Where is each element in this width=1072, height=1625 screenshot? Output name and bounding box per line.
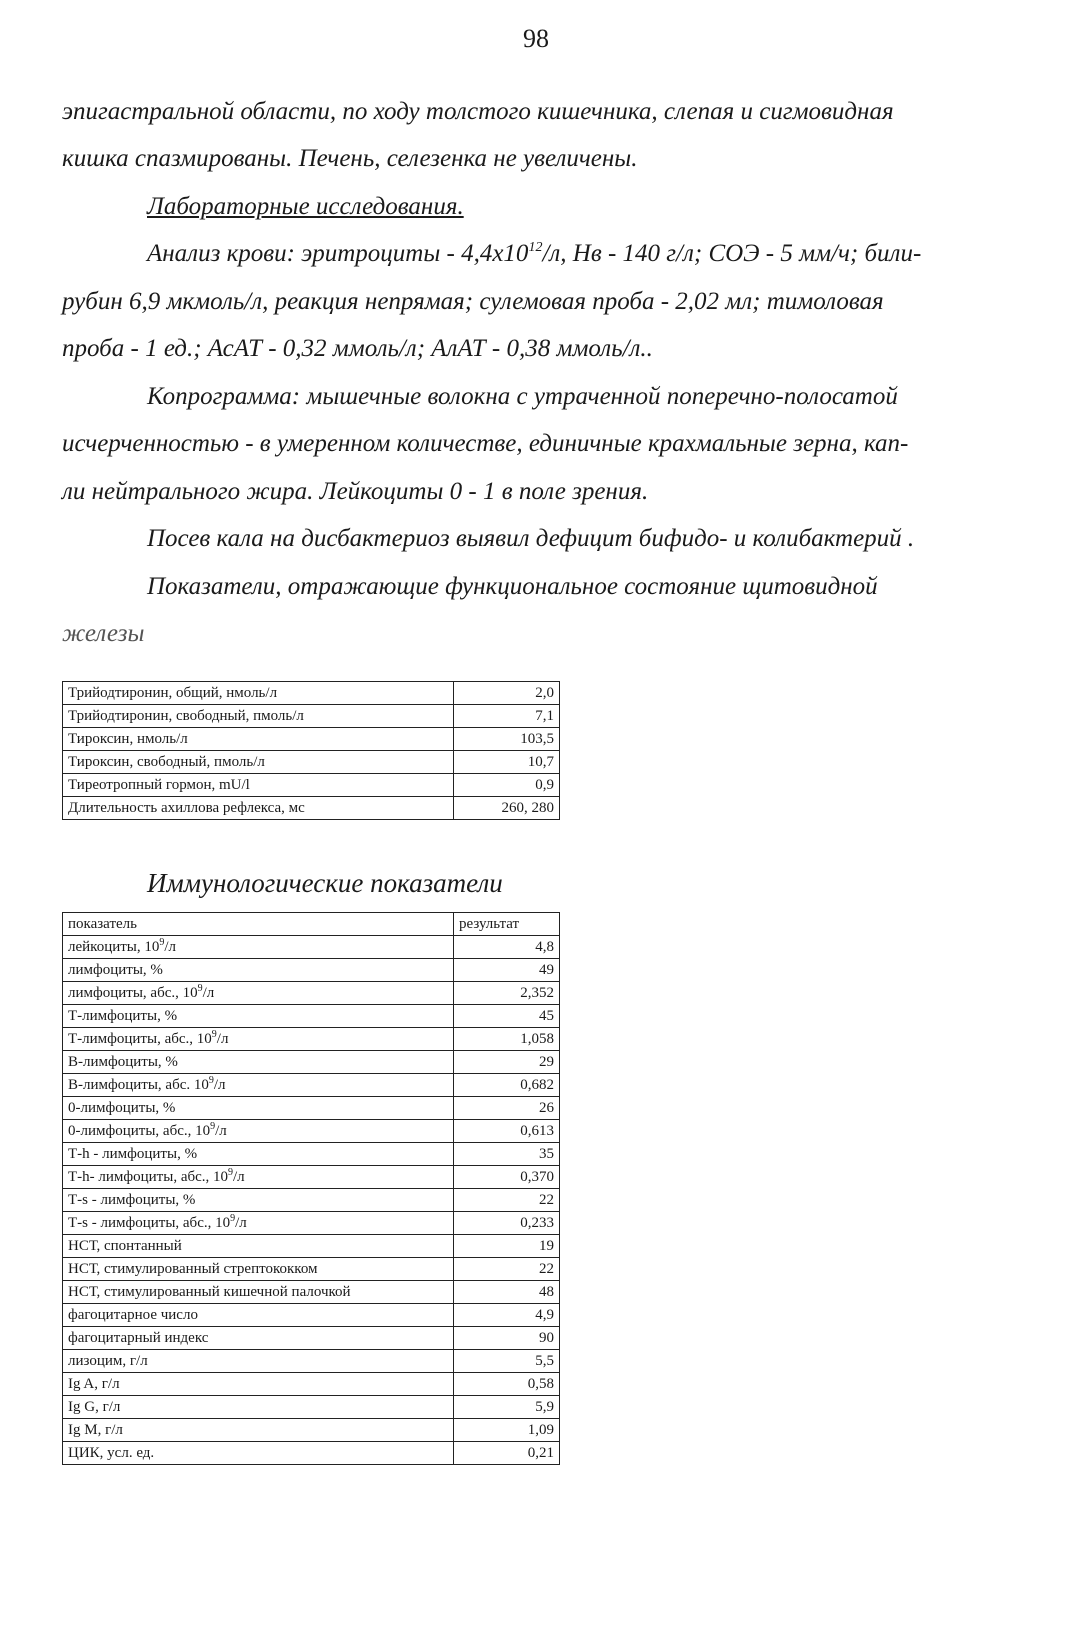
table-row: [63, 705, 560, 728]
row-label-text: Т-лимфоциты, абс., 10: [68, 1031, 212, 1047]
row-label-text: НСТ, спонтанный: [68, 1238, 182, 1254]
header-cell-name: показатель: [63, 913, 454, 936]
row-value: 0,233: [454, 1212, 560, 1235]
table-row: [63, 1350, 560, 1373]
row-label: [63, 1442, 454, 1465]
row-label: Трийодтиронин, свободный, пмоль/л: [63, 705, 454, 728]
exponent: 9: [210, 1121, 216, 1132]
row-label: [63, 1212, 454, 1235]
row-label: [63, 1396, 454, 1419]
row-label-text: фагоцитарный индекс: [68, 1330, 209, 1346]
row-label: Длительность ахиллова рефлекса, мс: [63, 797, 454, 820]
row-value: 0,613: [454, 1120, 560, 1143]
thyroid-table: [62, 681, 560, 820]
table-row: [63, 774, 560, 797]
exponent: 9: [211, 1029, 217, 1040]
culture-line: Посев кала на дисбактериоз выявил дефицит бифидо- и колибактерий .: [147, 525, 915, 552]
table-row: [63, 1005, 560, 1028]
row-label: [63, 1373, 454, 1396]
row-label-text: 0-лимфоциты, %: [68, 1100, 176, 1116]
row-label-text: Т-h- лимфоциты, абс., 10: [68, 1169, 229, 1185]
row-value: 90: [454, 1327, 560, 1350]
table-row: [63, 1143, 560, 1166]
paragraph-line: эпигастральной области, по ходу толстого кишечника, слепая и сигмовидная: [62, 98, 894, 125]
row-value: 260, 280: [454, 797, 560, 820]
row-label: [63, 1166, 454, 1189]
coprogram-line: ли нейтрального жира. Лейкоциты 0 - 1 в поле зрения.: [62, 478, 649, 505]
table-row: [63, 1166, 560, 1189]
header-cell-value: результат: [454, 913, 560, 936]
table-row: [63, 797, 560, 820]
page-number: 98: [523, 24, 549, 53]
row-value: 5,5: [454, 1350, 560, 1373]
table-row: [63, 1373, 560, 1396]
row-label: [63, 1327, 454, 1350]
row-value: 26: [454, 1097, 560, 1120]
table-row: [63, 1051, 560, 1074]
row-label: [63, 1281, 454, 1304]
row-value: 0,58: [454, 1373, 560, 1396]
row-label: [63, 1005, 454, 1028]
table-row: [63, 1028, 560, 1051]
table-row: [63, 1396, 560, 1419]
row-label-text: Ig G, г/л: [68, 1399, 121, 1415]
row-label: [63, 1028, 454, 1051]
table-row: [63, 1074, 560, 1097]
table-row: [63, 1212, 560, 1235]
table-row: [63, 1120, 560, 1143]
exponent: 9: [159, 937, 165, 948]
table-row: [63, 1281, 560, 1304]
row-value: 0,370: [454, 1166, 560, 1189]
row-value: 1,09: [454, 1419, 560, 1442]
row-label: Тироксин, свободный, пмоль/л: [63, 751, 454, 774]
row-label-text: лимфоциты, абс., 10: [68, 985, 198, 1001]
row-label-text: Т-лимфоциты, %: [68, 1008, 178, 1024]
exponent: 9: [197, 983, 203, 994]
thyroid-intro-line: железы: [62, 620, 145, 647]
row-value: 29: [454, 1051, 560, 1074]
row-value: 19: [454, 1235, 560, 1258]
thyroid-intro-line: Показатели, отражающие функциональное состояние щитовидной: [147, 573, 878, 600]
table-row: [63, 1419, 560, 1442]
row-label: [63, 936, 454, 959]
table-row: [63, 1189, 560, 1212]
row-value: 0,682: [454, 1074, 560, 1097]
table-row: [63, 682, 560, 705]
table-header-row: [63, 913, 560, 936]
row-label: [63, 1074, 454, 1097]
row-label-unit: /л: [216, 1031, 229, 1047]
table-row: [63, 1258, 560, 1281]
row-label: [63, 1189, 454, 1212]
row-value: 1,058: [454, 1028, 560, 1051]
row-label-text: В-лимфоциты, %: [68, 1054, 178, 1070]
row-label: [63, 1419, 454, 1442]
table-row: [63, 959, 560, 982]
table-row: [63, 1097, 560, 1120]
exponent: 9: [208, 1075, 214, 1086]
row-value: 48: [454, 1281, 560, 1304]
table-row: [63, 1327, 560, 1350]
exponent: 12: [528, 240, 543, 255]
row-label-unit: /л: [202, 985, 215, 1001]
coprogram-line: исчерченностью - в умеренном количестве, единичные крахмальные зерна, кап-: [62, 430, 909, 457]
row-label-text: Т-s - лимфоциты, %: [68, 1192, 196, 1208]
table-row: [63, 1442, 560, 1465]
coprogram-line: Копрограмма: мышечные волокна с утраченной поперечно-полосатой: [147, 383, 898, 410]
row-label-unit: /л: [213, 1077, 226, 1093]
row-label-unit: /л: [215, 1123, 227, 1139]
row-label-text: лимфоциты, %: [68, 962, 163, 978]
row-value: 2,0: [454, 682, 560, 705]
row-label: [63, 1350, 454, 1373]
row-value: 103,5: [454, 728, 560, 751]
blood-text: Анализ крови: эритроциты - 4,4х10: [147, 240, 529, 267]
row-label: [63, 1120, 454, 1143]
row-value: 22: [454, 1189, 560, 1212]
row-label-text: Ig A, г/л: [68, 1376, 120, 1392]
row-value: 7,1: [454, 705, 560, 728]
row-label-unit: /л: [164, 939, 177, 955]
row-label: [63, 982, 454, 1005]
row-label: [63, 1258, 454, 1281]
row-value: 4,8: [454, 936, 560, 959]
row-value: 2,352: [454, 982, 560, 1005]
row-label-text: лизоцим, г/л: [68, 1353, 148, 1369]
row-label: Тироксин, нмоль/л: [63, 728, 454, 751]
exponent: 9: [230, 1213, 236, 1224]
table-row: [63, 751, 560, 774]
immuno-table: [62, 912, 560, 1465]
row-label-text: 0-лимфоциты, абс., 10: [68, 1123, 211, 1139]
row-label-text: Ig M, г/л: [68, 1422, 123, 1438]
row-label: [63, 1143, 454, 1166]
row-value: 0,9: [454, 774, 560, 797]
row-label-text: Т-h - лимфоциты, %: [68, 1146, 198, 1162]
row-value: 45: [454, 1005, 560, 1028]
row-value: 10,7: [454, 751, 560, 774]
row-label: [63, 959, 454, 982]
row-value: 22: [454, 1258, 560, 1281]
row-label-text: НСТ, стимулированный кишечной палочкой: [68, 1284, 351, 1300]
row-label: [63, 1097, 454, 1120]
blood-analysis-line: проба - 1 ед.; АсАТ - 0,32 ммоль/л; АлАТ - 0,38 ммоль/л..: [62, 335, 653, 362]
row-label: Тиреотропный гормон, mU/l: [63, 774, 454, 797]
table-row: [63, 982, 560, 1005]
row-label-text: В-лимфоциты, абс. 10: [68, 1077, 209, 1093]
row-label: [63, 1304, 454, 1327]
row-label-unit: /л: [235, 1215, 247, 1231]
blood-text: /л, Нв - 140 г/л; СОЭ - 5 мм/ч; били-: [542, 240, 922, 267]
row-label-text: фагоцитарное число: [68, 1307, 198, 1323]
paragraph-line: кишка спазмированы. Печень, селезенка не увеличены.: [62, 145, 638, 172]
row-value: 4,9: [454, 1304, 560, 1327]
row-label: Трийодтиронин, общий, нмоль/л: [63, 682, 454, 705]
row-value: 5,9: [454, 1396, 560, 1419]
table-row: [63, 728, 560, 751]
row-label: [63, 1051, 454, 1074]
blood-analysis-line: рубин 6,9 мкмоль/л, реакция непрямая; сулемовая проба - 2,02 мл; тимоловая: [62, 288, 884, 315]
row-label-text: лейкоциты, 10: [68, 939, 160, 955]
row-label-unit: /л: [233, 1169, 245, 1185]
row-value: 49: [454, 959, 560, 982]
table-row: [63, 1235, 560, 1258]
immuno-heading: Иммунологические показатели: [147, 868, 503, 898]
row-label-text: НСТ, стимулированный стрептококком: [68, 1261, 318, 1277]
row-label-text: Т-s - лимфоциты, абс., 10: [68, 1215, 231, 1231]
table-row: [63, 1304, 560, 1327]
row-label: [63, 1235, 454, 1258]
exponent: 9: [228, 1167, 234, 1178]
section-title: Лабораторные исследования.: [147, 193, 464, 220]
row-value: 0,21: [454, 1442, 560, 1465]
row-value: 35: [454, 1143, 560, 1166]
table-row: [63, 936, 560, 959]
row-label-text: ЦИК, усл. ед.: [68, 1445, 155, 1461]
blood-analysis-line: [147, 230, 1072, 277]
